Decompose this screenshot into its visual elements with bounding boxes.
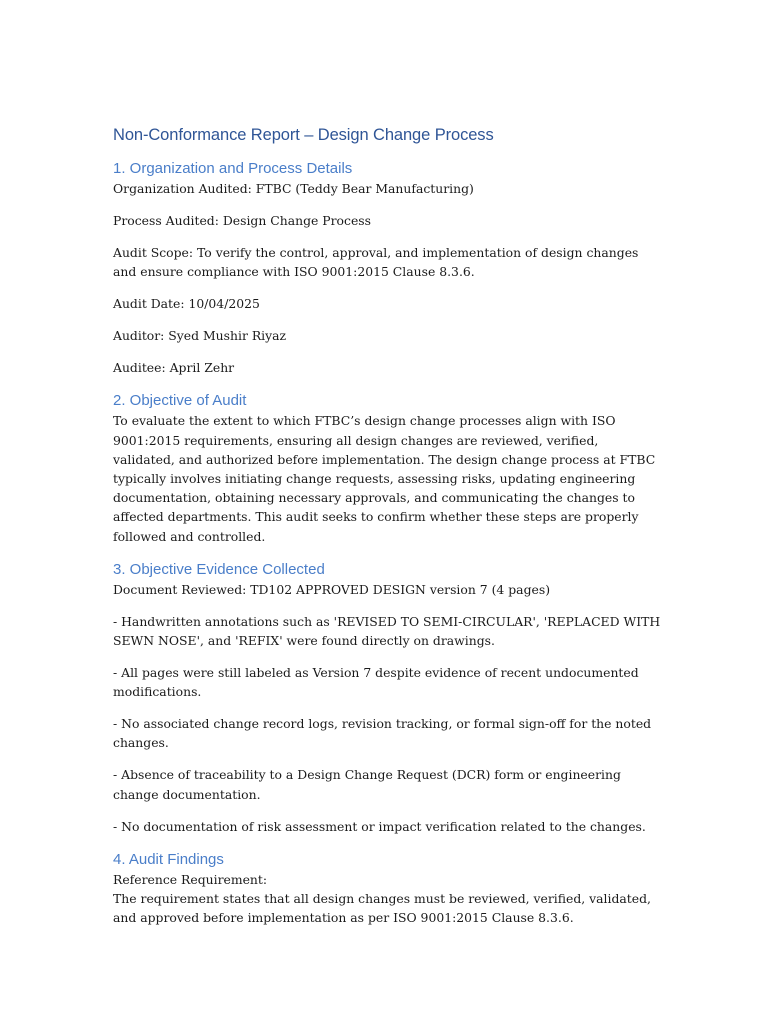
paragraph-process-audited: Process Audited: Design Change Process [113,213,372,228]
section-heading-evidence: 3. Objective Evidence Collected [113,560,325,578]
paragraph-auditee: Auditee: April Zehr [113,360,235,376]
section-heading-findings: 4. Audit Findings [113,850,224,868]
paragraph-evidence-version: - All pages were still labeled as Version 7 despite evidence of recent undocumented modifications. [113,665,639,700]
document-page [113,124,661,927]
paragraph-evidence-annotations: - Handwritten annotations such as 'REVISED TO SEMI-CIRCULAR', 'REPLACED WITH SEWN NOSE', and 'REFIX' were found directly on drawings. [113,613,661,649]
paragraph-objective: To evaluate the extent to which FTBC’s design change processes align with ISO 9001:2015 requirements, ensuring all design changes are reviewed, verified, validated, and authorized before implementation. The design change process at FTBC typically involves initiating change requests, assessing risks, updating engineering documentation, obtaining necessary approvals, and communicating the changes to affected departments. This audit seeks to confirm whether these steps are properly followed and controlled. [113,413,656,544]
paragraph-document-reviewed: Document Reviewed: TD102 APPROVED DESIGN version 7 (4 pages) [113,581,551,597]
paragraph-reference-requirement: Reference Requirement: [113,871,268,887]
paragraph-requirement-statement: The requirement states that all design changes must be reviewed, verified, validated, and approved before implementation as per ISO 9001:2015 Clause 8.3.6. [113,891,651,926]
section-heading-organization: 1. Organization and Process Details [113,160,353,177]
paragraph-auditor: Auditor: Syed Mushir Riyaz [113,328,287,344]
paragraph-organization-audited: Organization Audited: FTBC (Teddy Bear Manufacturing) [113,181,474,196]
paragraph-audit-scope: Audit Scope: To verify the control, approval, and implementation of design changes and ensure compliance with ISO 9001:2015 Clause 8.3.6. [113,245,639,280]
document-title: Non-Conformance Report – Design Change Process [113,126,494,144]
paragraph-evidence-risk: - No documentation of risk assessment or impact verification related to the changes. [113,818,646,834]
paragraph-audit-date: Audit Date: 10/04/2025 [113,296,260,312]
section-heading-objective: 2. Objective of Audit [113,392,247,410]
paragraph-evidence-traceability: - Absence of traceability to a Design Change Request (DCR) form or engineering change documentation. [113,767,621,802]
paragraph-evidence-change-logs: - No associated change record logs, revision tracking, or formal sign-off for the noted changes. [113,716,652,751]
